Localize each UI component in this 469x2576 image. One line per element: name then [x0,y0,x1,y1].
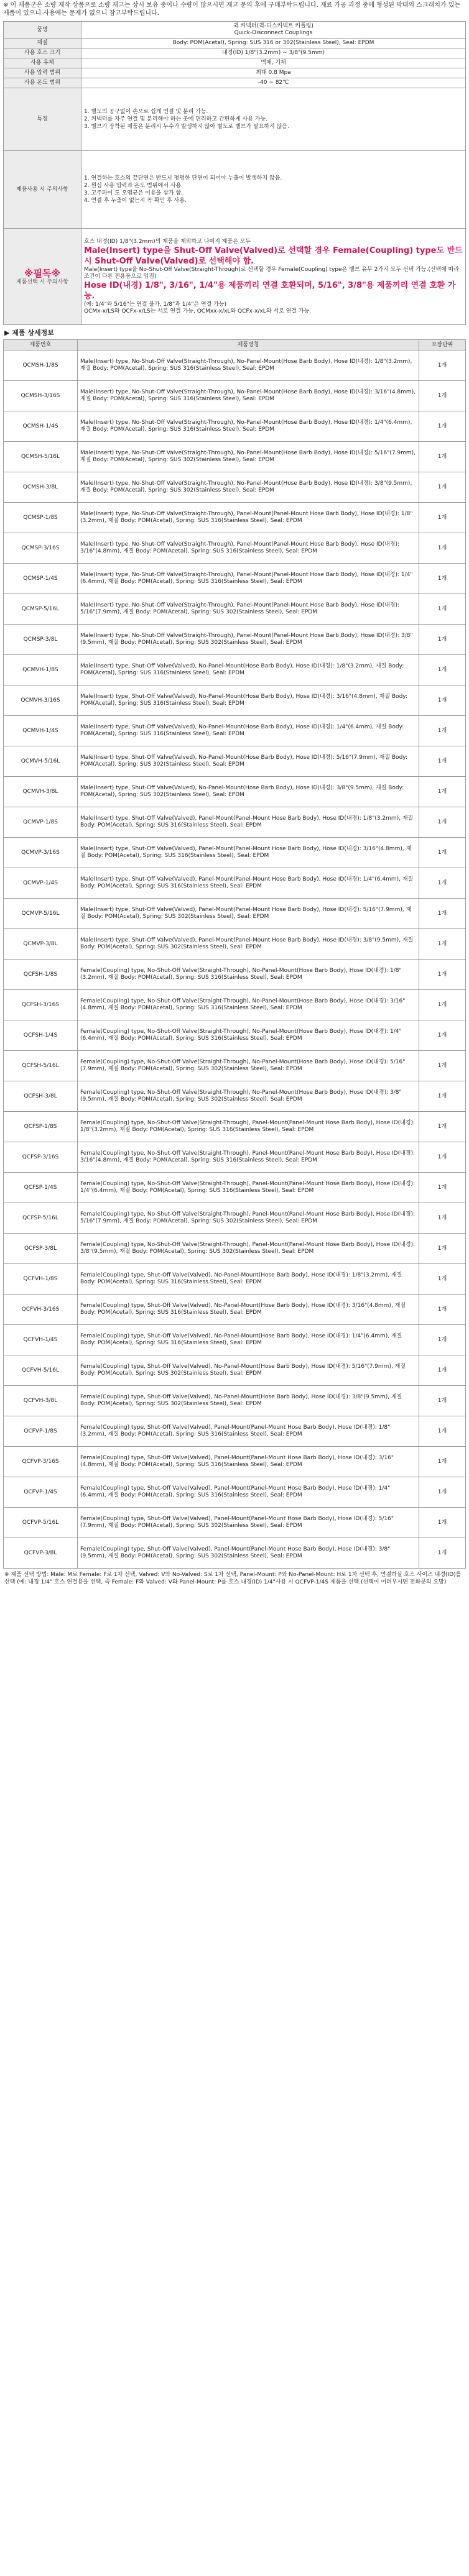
product-code: QCMSP-1/8S [4,503,78,533]
product-description: Female(Coupling) type, Shut-Off Valve(Valved), No-Panel-Mount(Hose Barb Body), Hose ID(내경): 1/8"(3.2mm), 재질 Body: POM(Acetal), Spring: SUS 316(Stainless Steel), Seal: EPDM [78,1264,419,1295]
product-code: QCFSH-5/16L [4,1051,78,1081]
table-row [4,1538,466,1569]
caution-line: QCMx-x/LS와 QCFx-x/LS는 서로 연결 가능, QCMxx-x/xL와 QCFx-x/xL와 서로 연결 가능. [84,308,312,314]
package-unit: 1개 [419,1416,466,1447]
product-description: Female(Coupling) type, Shut-Off Valve(Valved), No-Panel-Mount(Hose Barb Body), Hose ID(내경): 1/4"(6.4mm), 재질 Body: POM(Acetal), Spring: SUS 316(Stainless Steel), Seal: EPDM [78,1325,419,1355]
caution-sublabel: 제품선택 시 주의사항 [16,278,68,285]
product-code: QCMSH-1/4S [4,411,78,442]
package-unit: 1개 [419,1264,466,1295]
spec-label: 특징 [4,88,81,151]
package-unit: 1개 [419,1477,466,1508]
table-row [4,1081,466,1112]
product-code: QCFSH-3/8L [4,1081,78,1112]
product-description: Female(Coupling) type, No-Shut-Off Valve(Straight-Through), No-Panel-Mount(Hose Barb Body), Hose ID(내경): 1/8"(3.2mm), 재질 Body: POM(Acetal), Spring: SUS 316(Stainless Steel), Seal: EPDM [78,960,419,990]
package-unit: 1개 [419,899,466,929]
product-description: Female(Coupling) type, No-Shut-Off Valve(Straight-Through), Panel-Mount(Panel-Mount Hose Barb Body), Hose ID(내경): 1/8"(3.2mm), 재질 Body: POM(Acetal), Spring: SUS 316(Stainless Steel), Seal: EPDM [78,1112,419,1142]
table-row [4,411,466,442]
product-description: Female(Coupling) type, Shut-Off Valve(Valved), Panel-Mount(Panel-Mount Hose Barb Body), Hose ID(내경): 5/16"(7.9mm), 재질 Body: POM(Acetal), Spring: SUS 302(Stainless Steel), Seal: EPDM [78,1508,419,1538]
product-code: QCFVH-3/16S [4,1295,78,1325]
table-row [4,1416,466,1447]
product-description: Female(Coupling) type, Shut-Off Valve(Valved), Panel-Mount(Panel-Mount Hose Barb Body), Hose ID(내경): 1/8"(3.2mm), 재질 Body: POM(Acetal), Spring: SUS 316(Stainless Steel), Seal: EPDM [78,1416,419,1447]
product-description: Male(Insert) type, Shut-Off Valve(Valved), Panel-Mount(Panel-Mount Hose Barb Body), Hose ID(내경): 3/16"(4.8mm), 재질 Body: POM(Acetal), Spring: SUS 316(Stainless Steel), Seal: EPDM [78,838,419,868]
selection-guide: ※ 제품 선택 방법: Male: M로 Female: F로 1차 선택, Valved: V와 No-Valved: S로 1차 선택, Panel-Mount: P와 No-Panel-Mount: H로 1차 선택 후, 연결하실 호스 사이즈 내경(ID)를 선택 (예: 내경 1/4" 호스 연결용을 선택, 즉 Female: F와 Valved: V와 Panel-Mount: P를 호스 내경(ID) 1/4"사용 시 QCFVP-1/4S 제품을 선택.(선택이 어려우시면 전화문의 요망) [4,1572,462,1585]
package-unit: 1개 [419,594,466,625]
package-unit: 1개 [419,381,466,411]
package-unit: 1개 [419,503,466,533]
product-code: QCMVP-3/16S [4,838,78,868]
table-row [4,1112,466,1142]
hose-size-value: 내경(ID) 1/8"(3.2mm) ~ 3/8"(9.5mm) [81,48,466,58]
product-description: Male(Insert) type, Shut-Off Valve(Valved), No-Panel-Mount(Hose Barb Body), Hose ID(내경): 3/16"(4.8mm), 재질 Body: POM(Acetal), Spring: SUS 316(Stainless Steel), Seal: EPDM [78,685,419,716]
product-description: Female(Coupling) type, No-Shut-Off Valve(Straight-Through), No-Panel-Mount(Hose Barb Body), Hose ID(내경): 5/16"(7.9mm), 재질 Body: POM(Acetal), Spring: SUS 302(Stainless Steel), Seal: EPDM [78,1051,419,1081]
spec-table [3,21,466,325]
product-code: QCMSH-3/16S [4,381,78,411]
intro-notice: ※ 이 제품군은 소량 제작 상품으로 소량 재고는 상시 보유 중이나 수량이 많으시면 재고 문의 후에 구매부탁드립니다. 재료 가공 과정 중에 형성된 막대의 스크래치가 있는 제품이 있으니 사용에는 문제가 없으니 참고부탁드립니다. [3,2,461,17]
table-row [4,351,466,381]
package-unit: 1개 [419,1538,466,1569]
table-row [4,807,466,838]
product-code: QCMVP-1/8S [4,807,78,838]
usage-note: 2. 원심 사용 압력과 온도 범위에서 사용. [84,183,183,189]
product-description: Female(Coupling) type, Shut-Off Valve(Valved), Panel-Mount(Panel-Mount Hose Barb Body), Hose ID(내경): 1/4"(6.4mm), 재질 Body: POM(Acetal), Spring: SUS 316(Stainless Steel), Seal: EPDM [78,1477,419,1508]
product-code: QCFVP-1/8S [4,1416,78,1447]
package-unit: 1개 [419,1295,466,1325]
package-unit: 1개 [419,655,466,685]
package-unit: 1개 [419,1020,466,1051]
package-unit: 1개 [419,1447,466,1477]
package-unit: 1개 [419,1203,466,1234]
product-description: Female(Coupling) type, Shut-Off Valve(Valved), No-Panel-Mount(Hose Barb Body), Hose ID(내경): 3/16"(4.8mm), 재질 Body: POM(Acetal), Spring: SUS 316(Stainless Steel), Seal: EPDM [78,1295,419,1325]
table-row [4,442,466,472]
table-row [4,594,466,625]
package-unit: 1개 [419,625,466,655]
product-code: QCFSP-3/8L [4,1234,78,1264]
must-read-label: ※필독※ [24,267,61,279]
table-row [4,1447,466,1477]
package-unit: 1개 [419,1051,466,1081]
package-unit: 1개 [419,990,466,1020]
usage-note: 3. 고주파이 도 오염균은 이용을 삼가 함. [84,190,183,196]
table-row [4,564,466,594]
product-description: Male(Insert) type, Shut-Off Valve(Valved), Panel-Mount(Panel-Mount Hose Barb Body), Hose ID(내경): 5/16"(7.9mm), 재질 Body: POM(Acetal), Spring: SUS 302(Stainless Steel), Seal: EPDM [78,899,419,929]
pressure-value: 최대 0.8 Mpa [81,68,466,78]
package-unit: 1개 [419,1081,466,1112]
product-description: Male(Insert) type, No-Shut-Off Valve(Straight-Through), Panel-Mount(Panel-Mount Hose Barb Body), Hose ID(내경): 1/8"(3.2mm), 재질 Body: POM(Acetal), Spring: SUS 316(Stainless Steel), Seal: EPDM [78,503,419,533]
product-description: Female(Coupling) type, No-Shut-Off Valve(Straight-Through), No-Panel-Mount(Hose Barb Body), Hose ID(내경): 3/16"(4.8mm), 재질 Body: POM(Acetal), Spring: SUS 316(Stainless Steel), Seal: EPDM [78,990,419,1020]
product-code: QCMVP-5/16L [4,899,78,929]
product-detail-table [3,339,466,1569]
table-row [4,746,466,777]
caution-line: Male(Insert) type을 No-Shut-Off Valve(Straight-Through)로 선택할 경우 Female(Coupling) type은 밸브 유무 2가지 모두 선택 가능.(선택에 따라 조건이 다른 전용품으로 입점) [84,266,460,280]
product-code: QCMVP-3/8L [4,929,78,960]
table-row [4,1051,466,1081]
product-code: QCMVH-1/4S [4,716,78,746]
package-unit: 1개 [419,351,466,381]
product-code: QCFSP-3/16S [4,1142,78,1173]
product-description: Male(Insert) type, Shut-Off Valve(Valved), Panel-Mount(Panel-Mount Hose Barb Body), Hose ID(내경): 1/8"(3.2mm), 재질 Body: POM(Acetal), Spring: SUS 316(Stainless Steel), Seal: EPDM [78,807,419,838]
caution-highlight: Male(Insert) type을 Shut-Off Valve(Valved)로 선택할 경우 Female(Coupling) type도 반드시 Shut-Off Valve(Valved)로 선택해야 함. [84,245,463,266]
spec-label: 제품사용 시 주의사항 [4,151,81,229]
usage-note: 1. 연결하는 호스의 끝단면은 반드시 평평한 단면이 되어야 누출이 발생하지 않음. [84,175,282,181]
product-name-ko: 퀵 커넥터(퀵-디스커넥트 커플링) [233,23,313,29]
table-row [4,990,466,1020]
feature-item: 3. 밸브가 장착된 제품은 분리시 누수가 발생하지 않아 별도로 밸브가 필요하지 않음. [84,124,289,130]
feature-item: 2. 커넥터를 자주 연결 및 분리해야 하는 곳에 편리하고 간편하게 사용 가능. [84,116,268,122]
product-description: Male(Insert) type, No-Shut-Off Valve(Straight-Through), Panel-Mount(Panel-Mount Hose Barb Body), Hose ID(내경): 5/16"(7.9mm), 재질 Body: POM(Acetal), Spring: SUS 302(Stainless Steel), Seal: EPDM [78,594,419,625]
table-row [4,1234,466,1264]
product-description: Female(Coupling) type, No-Shut-Off Valve(Straight-Through), No-Panel-Mount(Hose Barb Body), Hose ID(내경): 3/8"(9.5mm), 재질 Body: POM(Acetal), Spring: SUS 302(Stainless Steel), Seal: EPDM [78,1081,419,1112]
product-code: QCFSH-1/8S [4,960,78,990]
caution-line: 호스 내경(ID) 1/8"(3.2mm)의 제품을 제외하고 나머지 제품은 모두 [84,238,251,245]
product-code: QCFVP-3/8L [4,1538,78,1569]
column-header: 제품번호 [4,340,78,351]
table-row [4,1020,466,1051]
table-row [4,685,466,716]
table-row [4,503,466,533]
package-unit: 1개 [419,1386,466,1416]
product-description: Male(Insert) type, Shut-Off Valve(Valved), No-Panel-Mount(Hose Barb Body), Hose ID(내경): 1/4"(6.4mm), 재질 Body: POM(Acetal), Spring: SUS 316(Stainless Steel), Seal: EPDM [78,716,419,746]
caution-highlight: Hose ID(내경) 1/8", 3/16", 1/4"용 제품끼리 연결 호환되며, 5/16", 3/8"용 제품끼리 연결 호환 가능. [84,280,456,301]
product-code: QCFVH-1/4S [4,1325,78,1355]
product-code: QCMVP-1/4S [4,868,78,899]
package-unit: 1개 [419,564,466,594]
product-code: QCMSP-3/8L [4,625,78,655]
product-code: QCFSP-1/8S [4,1112,78,1142]
table-row [4,1295,466,1325]
table-row [4,929,466,960]
product-description: Male(Insert) type, No-Shut-Off Valve(Straight-Through), No-Panel-Mount(Hose Barb Body), Hose ID(내경): 5/16"(7.9mm), 재질 Body: POM(Acetal), Spring: SUS 302(Stainless Steel), Seal: EPDM [78,442,419,472]
package-unit: 1개 [419,1355,466,1386]
table-row [4,1173,466,1203]
product-description: Male(Insert) type, Shut-Off Valve(Valved), Panel-Mount(Panel-Mount Hose Barb Body), Hose ID(내경): 1/4"(6.4mm), 재질 Body: POM(Acetal), Spring: SUS 316(Stainless Steel), Seal: EPDM [78,868,419,899]
product-code: QCMSH-3/8L [4,472,78,503]
product-code: QCFVH-3/8L [4,1386,78,1416]
product-description: Female(Coupling) type, No-Shut-Off Valve(Straight-Through), Panel-Mount(Panel-Mount Hose Barb Body), Hose ID(내경): 5/16"(7.9mm), 재질 Body: POM(Acetal), Spring: SUS 302(Stainless Steel), Seal: EPDM [78,1203,419,1234]
package-unit: 1개 [419,960,466,990]
package-unit: 1개 [419,1112,466,1142]
table-row [4,1508,466,1538]
features-list [81,88,466,151]
table-row [4,899,466,929]
package-unit: 1개 [419,533,466,564]
table-row [4,1477,466,1508]
product-description: Female(Coupling) type, No-Shut-Off Valve(Straight-Through), Panel-Mount(Panel-Mount Hose Barb Body), Hose ID(내경): 1/4"(6.4mm), 재질 Body: POM(Acetal), Spring: SUS 316(Stainless Steel), Seal: EPDM [78,1173,419,1203]
package-unit: 1개 [419,838,466,868]
product-description: Female(Coupling) type, No-Shut-Off Valve(Straight-Through), Panel-Mount(Panel-Mount Hose Barb Body), Hose ID(내경): 3/16"(4.8mm), 재질 Body: POM(Acetal), Spring: SUS 316(Stainless Steel), Seal: EPDM [78,1142,419,1173]
product-code: QCFSH-1/4S [4,1020,78,1051]
product-rows [4,351,466,1569]
table-row [4,655,466,685]
product-code: QCMSP-3/16S [4,533,78,564]
package-unit: 1개 [419,411,466,442]
table-row [4,960,466,990]
package-unit: 1개 [419,1325,466,1355]
table-row [4,777,466,807]
column-header: 제품명칭 [78,340,419,351]
caution-content [81,229,466,325]
product-description: Female(Coupling) type, Shut-Off Valve(Valved), No-Panel-Mount(Hose Barb Body), Hose ID(내경): 3/8"(9.5mm), 재질 Body: POM(Acetal), Spring: SUS 302(Stainless Steel), Seal: EPDM [78,1386,419,1416]
table-row [4,1264,466,1295]
product-code: QCMVH-3/8L [4,777,78,807]
product-description: Male(Insert) type, No-Shut-Off Valve(Straight-Through), No-Panel-Mount(Hose Barb Body), Hose ID(내경): 1/8"(3.2mm), 재질 Body: POM(Acetal), Spring: SUS 316(Stainless Steel), Seal: EPDM [78,351,419,381]
feature-item: 1. 별도의 공구없이 손으로 쉽게 연결 및 분리 가능. [84,109,208,115]
product-detail-page [3,0,466,1588]
table-header-row [4,340,466,351]
product-description: Female(Coupling) type, Shut-Off Valve(Valved), No-Panel-Mount(Hose Barb Body), Hose ID(내경): 5/16"(7.9mm), 재질 Body: POM(Acetal), Spring: SUS 302(Stainless Steel), Seal: EPDM [78,1355,419,1386]
product-name-en: Quick-Disconnect Couplings [234,30,313,36]
package-unit: 1개 [419,1508,466,1538]
material-value: Body: POM(Acetal), Spring: SUS 316 or 302(Stainless Steel), Seal: EPDM [81,39,466,48]
product-code: QCFSP-5/16L [4,1203,78,1234]
spec-label: 사용 온도 범위 [4,78,81,88]
table-row [4,625,466,655]
product-code: QCFVP-5/16L [4,1508,78,1538]
spec-label: 재질 [4,39,81,48]
caution-label-cell [4,229,81,325]
product-description: Male(Insert) type, Shut-Off Valve(Valved), Panel-Mount(Panel-Mount Hose Barb Body), Hose ID(내경): 3/8"(9.5mm), 재질 Body: POM(Acetal), Spring: SUS 302(Stainless Steel), Seal: EPDM [78,929,419,960]
usage-note: 4. 연결 후 누출이 없는지 꼭 확인 후 사용. [84,198,187,204]
fluid-value: 액체, 기체 [81,58,466,68]
product-description: Male(Insert) type, Shut-Off Valve(Valved), No-Panel-Mount(Hose Barb Body), Hose ID(내경): 1/8"(3.2mm), 재질 Body: POM(Acetal), Spring: SUS 316(Stainless Steel), Seal: EPDM [78,655,419,685]
product-description: Male(Insert) type, Shut-Off Valve(Valved), No-Panel-Mount(Hose Barb Body), Hose ID(내경): 3/8"(9.5mm), 재질 Body: POM(Acetal), Spring: SUS 302(Stainless Steel), Seal: EPDM [78,777,419,807]
product-description: Female(Coupling) type, Shut-Off Valve(Valved), Panel-Mount(Panel-Mount Hose Barb Body), Hose ID(내경): 3/8"(9.5mm), 재질 Body: POM(Acetal), Spring: SUS 302(Stainless Steel), Seal: EPDM [78,1538,419,1569]
product-description: Female(Coupling) type, No-Shut-Off Valve(Straight-Through), Panel-Mount(Panel-Mount Hose Barb Body), Hose ID(내경): 3/8"(9.5mm), 재질 Body: POM(Acetal), Spring: SUS 302(Stainless Steel), Seal: EPDM [78,1234,419,1264]
product-description: Male(Insert) type, No-Shut-Off Valve(Straight-Through), Panel-Mount(Panel-Mount Hose Barb Body), Hose ID(내경): 1/4"(6.4mm), 재질 Body: POM(Acetal), Spring: SUS 316(Stainless Steel), Seal: EPDM [78,564,419,594]
product-code: QCFSH-3/16S [4,990,78,1020]
product-description: Male(Insert) type, No-Shut-Off Valve(Straight-Through), No-Panel-Mount(Hose Barb Body), Hose ID(내경): 1/4"(6.4mm), 재질 Body: POM(Acetal), Spring: SUS 316(Stainless Steel), Seal: EPDM [78,411,419,442]
product-code: QCMVH-5/16L [4,746,78,777]
table-row [4,838,466,868]
product-description: Female(Coupling) type, Shut-Off Valve(Valved), Panel-Mount(Panel-Mount Hose Barb Body), Hose ID(내경): 3/16"(4.8mm), 재질 Body: POM(Acetal), Spring: SUS 316(Stainless Steel), Seal: EPDM [78,1447,419,1477]
table-row [4,1142,466,1173]
product-description: Male(Insert) type, Shut-Off Valve(Valved), No-Panel-Mount(Hose Barb Body), Hose ID(내경): 5/16"(7.9mm), 재질 Body: POM(Acetal), Spring: SUS 302(Stainless Steel), Seal: EPDM [78,746,419,777]
product-code: QCMVH-1/8S [4,655,78,685]
table-row [4,472,466,503]
package-unit: 1개 [419,868,466,899]
spec-label: 사용 압력 범위 [4,68,81,78]
product-name-cell [81,22,466,39]
product-code: QCFSP-1/4S [4,1173,78,1203]
table-row [4,1355,466,1386]
table-row [4,716,466,746]
product-description: Male(Insert) type, No-Shut-Off Valve(Straight-Through), No-Panel-Mount(Hose Barb Body), Hose ID(내경): 3/16"(4.8mm), 재질 Body: POM(Acetal), Spring: SUS 316(Stainless Steel), Seal: EPDM [78,381,419,411]
package-unit: 1개 [419,1234,466,1264]
product-description: Female(Coupling) type, No-Shut-Off Valve(Straight-Through), No-Panel-Mount(Hose Barb Body), Hose ID(내경): 1/4"(6.4mm), 재질 Body: POM(Acetal), Spring: SUS 316(Stainless Steel), Seal: EPDM [78,1020,419,1051]
detail-section-title: ▶ 제품 상세정보 [4,329,54,337]
product-code: QCMSP-1/4S [4,564,78,594]
product-code: QCFVH-5/16L [4,1355,78,1386]
product-code: QCFVP-1/4S [4,1477,78,1508]
product-description: Male(Insert) type, No-Shut-Off Valve(Straight-Through), No-Panel-Mount(Hose Barb Body), Hose ID(내경): 3/8"(9.5mm), 재질 Body: POM(Acetal), Spring: SUS 302(Stainless Steel), Seal: EPDM [78,472,419,503]
package-unit: 1개 [419,746,466,777]
usage-notes-list [81,151,466,229]
table-row [4,1203,466,1234]
package-unit: 1개 [419,442,466,472]
product-code: QCMSP-5/16L [4,594,78,625]
package-unit: 1개 [419,1142,466,1173]
table-row [4,1386,466,1416]
spec-label: 사용 유체 [4,58,81,68]
package-unit: 1개 [419,685,466,716]
package-unit: 1개 [419,807,466,838]
product-code: QCMSH-5/16L [4,442,78,472]
product-code: QCMVH-3/16S [4,685,78,716]
table-row [4,381,466,411]
temperature-value: -40 ~ 82℃ [81,78,466,88]
product-code: QCFVP-3/16S [4,1447,78,1477]
table-row [4,1325,466,1355]
package-unit: 1개 [419,1173,466,1203]
spec-label: 품명 [4,22,81,39]
caution-line: (예: 1/4"와 5/16"는 연결 불가, 1/8"과 1/4"은 연결 가능) [84,301,227,308]
package-unit: 1개 [419,472,466,503]
table-row [4,533,466,564]
product-code: QCMSH-1/8S [4,351,78,381]
product-description: Male(Insert) type, No-Shut-Off Valve(Straight-Through), Panel-Mount(Panel-Mount Hose Barb Body), Hose ID(내경): 3/16"(4.8mm), 재질 Body: POM(Acetal), Spring: SUS 316(Stainless Steel), Seal: EPDM [78,533,419,564]
product-description: Male(Insert) type, No-Shut-Off Valve(Straight-Through), Panel-Mount(Panel-Mount Hose Barb Body), Hose ID(내경): 3/8"(9.5mm), 재질 Body: POM(Acetal), Spring: SUS 302(Stainless Steel), Seal: EPDM [78,625,419,655]
column-header: 포장단위 [419,340,466,351]
table-row [4,868,466,899]
spec-label: 사용 호스 크기 [4,48,81,58]
package-unit: 1개 [419,929,466,960]
package-unit: 1개 [419,716,466,746]
package-unit: 1개 [419,777,466,807]
product-code: QCFVH-1/8S [4,1264,78,1295]
